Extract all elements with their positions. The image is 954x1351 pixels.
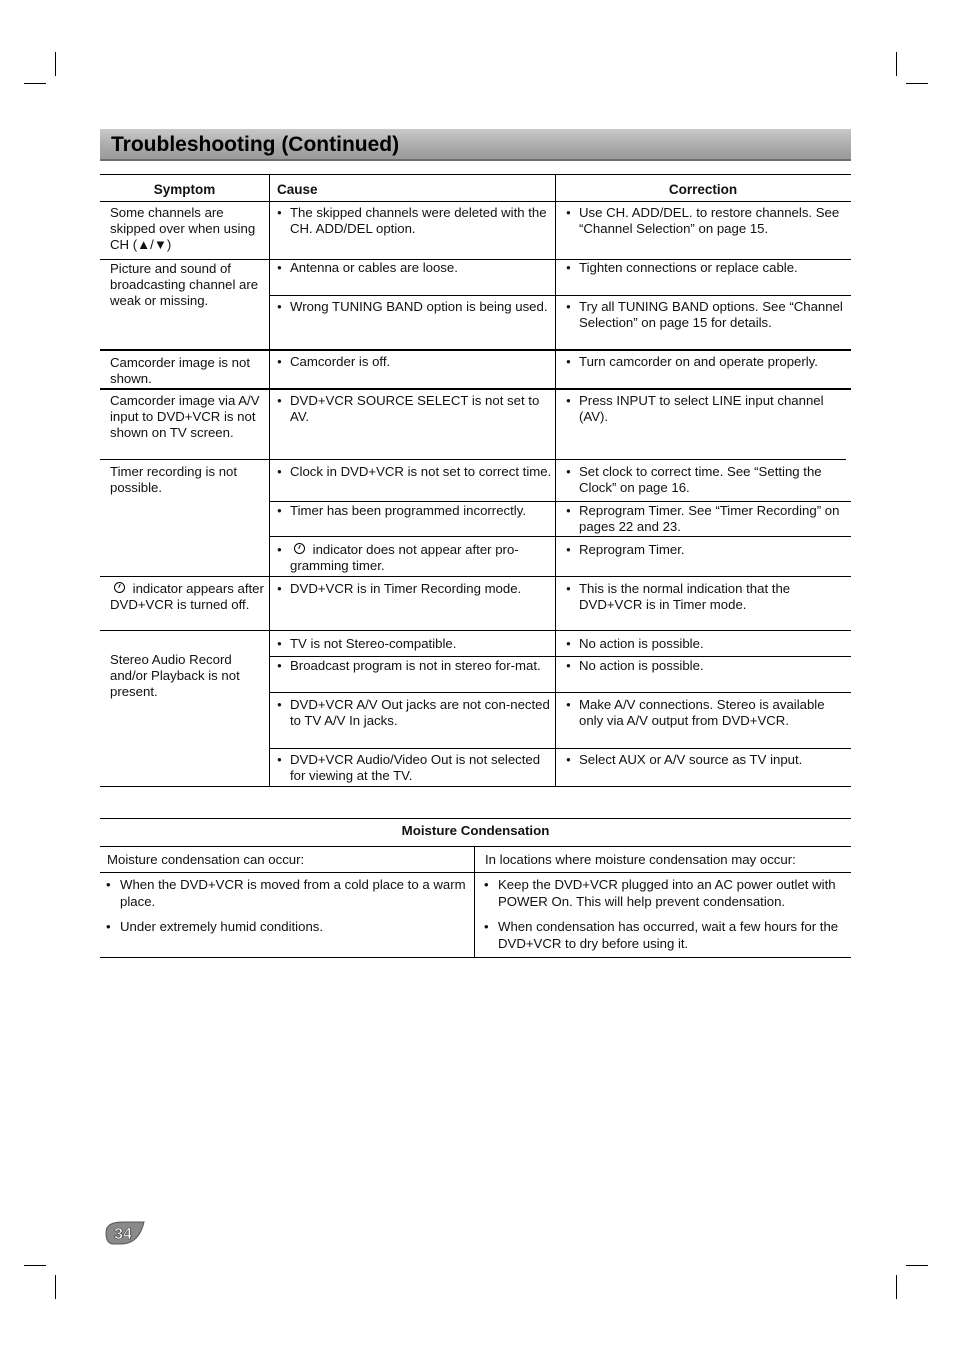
table-rule	[269, 748, 851, 749]
table-rule	[100, 576, 851, 577]
table-rule	[100, 630, 851, 631]
correction-cell: ● No action is possible.	[558, 658, 848, 674]
clock-icon	[114, 582, 125, 593]
crop-mark	[896, 1275, 897, 1299]
symptom-cell: Some channels are skipped over when using CH (▲/▼)	[110, 205, 256, 253]
correction-cell: ● No action is possible.	[558, 636, 848, 652]
table-rule	[100, 872, 851, 873]
correction-cell: ● Reprogram Timer. See “Timer Recording” on pages 22 and 23.	[558, 503, 848, 535]
clock-icon	[294, 543, 305, 554]
symptom-cell: Picture and sound of broadcasting channel are weak or missing.	[110, 261, 259, 309]
page-badge-shape	[103, 1220, 145, 1246]
header-correction: Correction	[668, 182, 738, 197]
table-rule	[269, 656, 851, 657]
table-rule	[269, 692, 851, 693]
table-rule	[269, 295, 851, 296]
table-rule	[100, 846, 851, 847]
symptom-cell	[110, 581, 268, 613]
table-rule	[100, 786, 851, 787]
symptom-cell: Camcorder image via A/V input to DVD+VCR is not shown on TV screen.	[110, 393, 260, 441]
column-divider	[555, 174, 556, 786]
list-item: • When the DVD+VCR is moved from a cold place to a warm place.	[100, 876, 470, 910]
title-bar	[100, 129, 851, 161]
table-rule	[100, 174, 851, 175]
symptom-cell: Stereo Audio Record and/or Playback is not present.	[110, 652, 240, 700]
header-cause: Cause	[277, 182, 318, 197]
table-rule	[100, 201, 851, 202]
cause-cell: ● DVD+VCR A/V Out jacks are not con-nected to TV A/V In jacks.	[269, 697, 553, 729]
table-rule	[269, 536, 851, 537]
page-number: 34	[114, 1226, 132, 1243]
symptom-text: indicator appears after DVD+VCR is turned off.	[110, 581, 264, 613]
table-rule	[100, 818, 851, 819]
crop-mark	[55, 52, 56, 76]
crop-mark	[906, 1265, 928, 1266]
moisture-left-header: Moisture condensation can occur:	[107, 852, 305, 867]
cause-cell: ● Antenna or cables are loose.	[269, 260, 553, 276]
list-item: • When condensation has occurred, wait a few hours for the DVD+VCR to dry before using it.	[478, 918, 846, 952]
correction-cell: ● Turn camcorder on and operate properly.	[558, 354, 848, 370]
list-item: • Keep the DVD+VCR plugged into an AC power outlet with POWER On. This will help prevent condensation.	[478, 876, 846, 910]
crop-mark	[55, 1275, 56, 1299]
header-symptom: Symptom	[153, 182, 216, 197]
correction-cell: ● Make A/V connections. Stereo is available only via A/V output from DVD+VCR.	[558, 697, 848, 729]
crop-mark	[906, 83, 928, 84]
cause-cell: ● Timer has been programmed incorrectly.	[269, 503, 553, 519]
cause-cell: ● Clock in DVD+VCR is not set to correct time.	[269, 464, 553, 480]
cause-cell: ● DVD+VCR Audio/Video Out is not selected for viewing at the TV.	[269, 752, 553, 784]
correction-cell: ● This is the normal indication that the DVD+VCR is in Timer mode.	[558, 581, 848, 613]
crop-mark	[24, 83, 46, 84]
moisture-left-list	[100, 876, 470, 943]
moisture-right-header: In locations where moisture condensation may occur:	[485, 852, 796, 867]
table-rule	[100, 459, 846, 460]
cause-text: indicator does not appear after pro-gramming timer.	[290, 542, 519, 574]
moisture-title: Moisture Condensation	[401, 823, 550, 838]
column-divider	[474, 846, 475, 957]
table-rule	[100, 957, 851, 958]
moisture-right-list	[478, 876, 846, 960]
cause-cell: ● DVD+VCR SOURCE SELECT is not set to AV.	[269, 393, 553, 425]
correction-cell: ● Press INPUT to select LINE input channel (AV).	[558, 393, 848, 425]
correction-cell: ● Reprogram Timer.	[558, 542, 848, 558]
cause-cell: ● Wrong TUNING BAND option is being used.	[269, 299, 553, 315]
table-rule	[100, 349, 851, 351]
table-rule	[269, 501, 851, 502]
page-title: Troubleshooting (Continued)	[111, 133, 400, 156]
cause-cell: ● Camcorder is off.	[269, 354, 553, 370]
correction-cell: ● Use CH. ADD/DEL. to restore channels. See “Channel Selection” on page 15.	[558, 205, 848, 237]
correction-cell: ● Tighten connections or replace cable.	[558, 260, 848, 276]
list-item: • Under extremely humid conditions.	[100, 918, 470, 935]
correction-cell: ● Try all TUNING BAND options. See “Channel Selection” on page 15 for details.	[558, 299, 848, 331]
cause-cell: ● TV is not Stereo-compatible.	[269, 636, 553, 652]
symptom-cell: Timer recording is not possible.	[110, 464, 238, 496]
correction-cell: ● Set clock to correct time. See “Setting the Clock” on page 16.	[558, 464, 848, 496]
page-number-badge	[103, 1220, 145, 1246]
cause-cell: ● DVD+VCR is in Timer Recording mode.	[269, 581, 553, 597]
cause-cell: ● Broadcast program is not in stereo for-mat.	[269, 658, 553, 674]
symptom-cell: Camcorder image is not shown.	[110, 355, 250, 387]
cause-cell	[269, 542, 553, 574]
table-rule	[100, 388, 851, 390]
cause-cell: ● The skipped channels were deleted with the CH. ADD/DEL option.	[269, 205, 553, 237]
crop-mark	[24, 1265, 46, 1266]
correction-cell: ● Select AUX or A/V source as TV input.	[558, 752, 848, 768]
crop-mark	[896, 52, 897, 76]
